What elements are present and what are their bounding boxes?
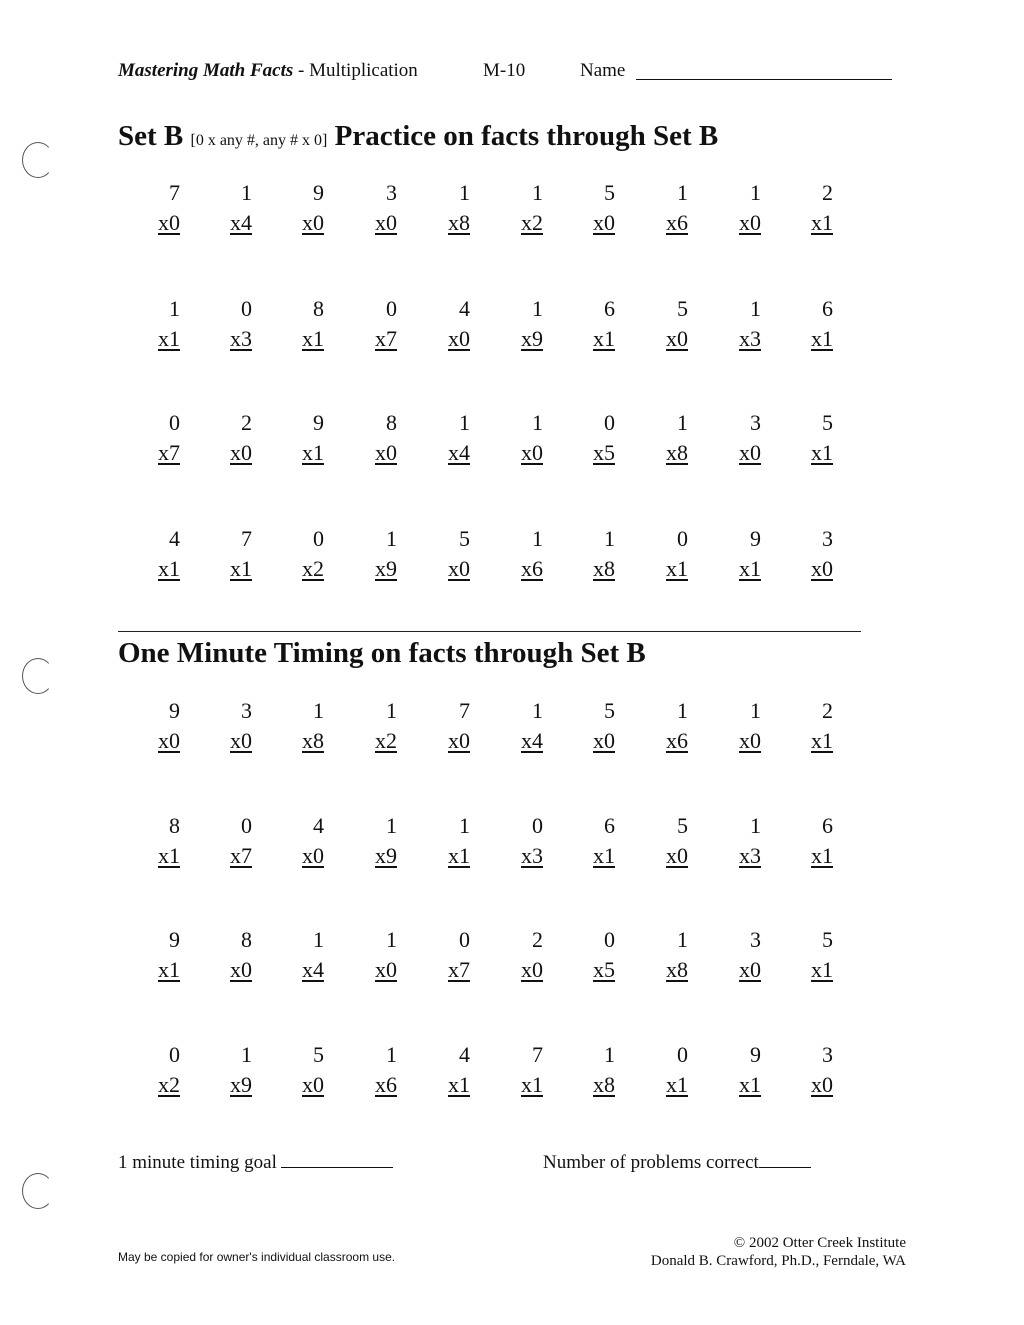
problem-multiplicand: 0 <box>677 1042 688 1067</box>
math-problem <box>565 811 615 871</box>
math-problem <box>274 1040 324 1100</box>
problem-multiplier: x0 <box>739 728 761 753</box>
problem-multiplicand: 3 <box>750 410 761 435</box>
problem-multiplicand: 1 <box>750 296 761 321</box>
problem-multiplier: x1 <box>739 556 761 581</box>
math-problem <box>130 925 180 985</box>
problem-multiplier: x0 <box>666 326 688 351</box>
problem-multiplicand: 6 <box>822 296 833 321</box>
problem-multiplicand: 1 <box>386 698 397 723</box>
set-b-title-main: Set B <box>118 120 184 152</box>
problem-multiplier: x5 <box>593 957 615 982</box>
math-problem <box>130 1040 180 1100</box>
math-problem <box>783 1040 833 1100</box>
problem-multiplicand: 1 <box>604 1042 615 1067</box>
problem-multiplier: x7 <box>448 957 470 982</box>
problem-multiplicand: 5 <box>822 410 833 435</box>
problem-multiplier: x1 <box>302 440 324 465</box>
problem-multiplier: x5 <box>593 440 615 465</box>
problem-multiplicand: 1 <box>532 698 543 723</box>
problems-correct-blank[interactable] <box>759 1167 811 1168</box>
problem-multiplier: x2 <box>375 728 397 753</box>
math-problem <box>202 696 252 756</box>
problem-multiplier: x0 <box>739 210 761 235</box>
problem-multiplicand: 3 <box>386 180 397 205</box>
problem-multiplicand: 2 <box>822 698 833 723</box>
problem-multiplier: x6 <box>666 210 688 235</box>
math-problem <box>130 696 180 756</box>
math-problem <box>493 1040 543 1100</box>
math-problem <box>202 811 252 871</box>
set-b-title-rest: Practice on facts through Set B <box>334 120 719 152</box>
problem-multiplicand: 1 <box>459 180 470 205</box>
problem-multiplier: x0 <box>158 728 180 753</box>
problems-correct <box>543 1152 811 1174</box>
problem-multiplicand: 1 <box>677 698 688 723</box>
problem-multiplier: x9 <box>230 1072 252 1097</box>
problem-multiplier: x8 <box>666 957 688 982</box>
math-problem <box>347 811 397 871</box>
problem-multiplier: x0 <box>593 728 615 753</box>
problem-multiplicand: 1 <box>459 410 470 435</box>
problem-multiplicand: 1 <box>750 813 761 838</box>
math-problem <box>783 925 833 985</box>
name-label: Name <box>580 60 626 81</box>
problem-multiplicand: 9 <box>313 410 324 435</box>
problem-multiplier: x0 <box>302 843 324 868</box>
problem-multiplicand: 4 <box>313 813 324 838</box>
problem-multiplier: x1 <box>230 556 252 581</box>
problem-multiplicand: 1 <box>386 1042 397 1067</box>
problem-multiplier: x0 <box>302 210 324 235</box>
problem-multiplicand: 9 <box>313 180 324 205</box>
problem-multiplier: x0 <box>375 440 397 465</box>
problem-multiplier: x4 <box>230 210 252 235</box>
math-problem <box>347 696 397 756</box>
problem-multiplicand: 0 <box>532 813 543 838</box>
problem-multiplicand: 3 <box>750 927 761 952</box>
math-problem <box>274 811 324 871</box>
problem-multiplicand: 7 <box>532 1042 543 1067</box>
problem-multiplier: x2 <box>302 556 324 581</box>
problem-multiplier: x1 <box>811 957 833 982</box>
problem-multiplier: x9 <box>375 843 397 868</box>
math-problem <box>202 925 252 985</box>
problem-multiplier: x0 <box>448 556 470 581</box>
problem-multiplicand: 0 <box>241 813 252 838</box>
math-problem <box>711 1040 761 1100</box>
math-problem <box>420 1040 470 1100</box>
copyright-line: © 2002 Otter Creek Institute <box>733 1235 906 1251</box>
problem-multiplicand: 0 <box>677 526 688 551</box>
timing-goal <box>118 1152 393 1174</box>
problem-multiplier: x0 <box>230 728 252 753</box>
problem-multiplicand: 1 <box>677 410 688 435</box>
binder-hole-top <box>22 142 54 178</box>
problem-multiplicand: 1 <box>750 698 761 723</box>
problem-multiplicand: 7 <box>459 698 470 723</box>
problem-multiplier: x0 <box>375 210 397 235</box>
problem-multiplier: x0 <box>375 957 397 982</box>
problem-multiplicand: 6 <box>604 296 615 321</box>
math-problem <box>493 696 543 756</box>
math-problem <box>783 696 833 756</box>
math-problem <box>347 1040 397 1100</box>
problem-multiplicand: 2 <box>822 180 833 205</box>
problem-multiplier: x1 <box>158 556 180 581</box>
problem-multiplicand: 1 <box>532 180 543 205</box>
problem-multiplicand: 5 <box>313 1042 324 1067</box>
problem-multiplier: x1 <box>593 326 615 351</box>
problem-multiplier: x1 <box>158 843 180 868</box>
math-problem <box>638 696 688 756</box>
problem-multiplier: x1 <box>448 1072 470 1097</box>
problem-multiplier: x1 <box>448 843 470 868</box>
problem-multiplier: x1 <box>739 1072 761 1097</box>
math-problem <box>638 1040 688 1100</box>
problem-multiplier: x7 <box>375 326 397 351</box>
math-problem <box>638 925 688 985</box>
problem-multiplicand: 1 <box>386 526 397 551</box>
problem-multiplier: x1 <box>666 1072 688 1097</box>
math-problem <box>202 1040 252 1100</box>
problem-multiplier: x8 <box>302 728 324 753</box>
problem-multiplicand: 9 <box>169 698 180 723</box>
problem-multiplicand: 2 <box>532 927 543 952</box>
problem-multiplier: x0 <box>811 556 833 581</box>
problem-multiplier: x0 <box>521 440 543 465</box>
problem-multiplier: x3 <box>739 326 761 351</box>
binder-hole-middle <box>22 658 54 694</box>
problem-multiplier: x6 <box>521 556 543 581</box>
problem-multiplier: x4 <box>302 957 324 982</box>
math-problem <box>638 811 688 871</box>
problem-multiplier: x0 <box>230 957 252 982</box>
problem-multiplier: x0 <box>811 1072 833 1097</box>
math-problem <box>420 696 470 756</box>
credit-block <box>651 1234 906 1270</box>
problem-multiplier: x4 <box>448 440 470 465</box>
binder-hole-bottom <box>22 1173 54 1209</box>
problem-multiplier: x3 <box>739 843 761 868</box>
problem-multiplicand: 1 <box>241 1042 252 1067</box>
problem-multiplicand: 0 <box>604 410 615 435</box>
problem-multiplicand: 9 <box>169 927 180 952</box>
problem-multiplier: x8 <box>448 210 470 235</box>
math-problem <box>274 925 324 985</box>
problem-multiplicand: 1 <box>386 813 397 838</box>
problem-multiplicand: 1 <box>169 296 180 321</box>
problem-multiplicand: 1 <box>750 180 761 205</box>
problem-multiplier: x1 <box>811 326 833 351</box>
problem-multiplier: x3 <box>521 843 543 868</box>
problem-multiplier: x1 <box>158 326 180 351</box>
problem-multiplicand: 1 <box>532 296 543 321</box>
problem-multiplicand: 4 <box>459 1042 470 1067</box>
problem-multiplier: x6 <box>375 1072 397 1097</box>
problem-multiplier: x1 <box>521 1072 543 1097</box>
problem-multiplicand: 6 <box>822 813 833 838</box>
problem-multiplier: x0 <box>158 210 180 235</box>
problem-multiplier: x1 <box>811 728 833 753</box>
problem-multiplicand: 1 <box>604 526 615 551</box>
math-problem <box>711 811 761 871</box>
timing-goal-label: 1 minute timing goal <box>118 1152 277 1173</box>
problem-multiplier: x0 <box>302 1072 324 1097</box>
problem-multiplicand: 5 <box>822 927 833 952</box>
math-problem <box>130 811 180 871</box>
problems-correct-label: Number of problems correct <box>543 1152 759 1173</box>
problem-multiplicand: 1 <box>241 180 252 205</box>
math-problem <box>420 811 470 871</box>
book-title: Mastering Math Facts <box>118 60 294 81</box>
math-problem <box>565 696 615 756</box>
problem-multiplier: x8 <box>666 440 688 465</box>
set-b-title-bracket: [0 x any #, any # x 0] <box>190 132 328 149</box>
problem-multiplier: x0 <box>230 440 252 465</box>
problem-multiplicand: 5 <box>459 526 470 551</box>
problem-multiplier: x1 <box>811 440 833 465</box>
problem-multiplier: x4 <box>521 728 543 753</box>
problem-multiplier: x1 <box>666 556 688 581</box>
problem-multiplicand: 7 <box>169 180 180 205</box>
problem-multiplicand: 0 <box>169 410 180 435</box>
problem-multiplier: x0 <box>739 957 761 982</box>
timing-goal-blank[interactable] <box>281 1167 393 1168</box>
problem-multiplier: x7 <box>158 440 180 465</box>
problem-multiplicand: 3 <box>822 1042 833 1067</box>
problem-multiplicand: 1 <box>459 813 470 838</box>
problem-multiplicand: 5 <box>677 813 688 838</box>
problem-multiplicand: 0 <box>169 1042 180 1067</box>
problem-multiplicand: 9 <box>750 1042 761 1067</box>
problem-multiplier: x0 <box>448 326 470 351</box>
problem-multiplicand: 6 <box>604 813 615 838</box>
problem-multiplier: x0 <box>521 957 543 982</box>
problem-multiplier: x1 <box>158 957 180 982</box>
problem-multiplicand: 0 <box>459 927 470 952</box>
math-problem <box>493 925 543 985</box>
author-line: Donald B. Crawford, Ph.D., Ferndale, WA <box>650 1253 906 1269</box>
problem-multiplicand: 0 <box>604 927 615 952</box>
problem-multiplicand: 1 <box>313 927 324 952</box>
problem-multiplier: x9 <box>521 326 543 351</box>
problem-multiplier: x0 <box>448 728 470 753</box>
problem-multiplier: x3 <box>230 326 252 351</box>
problem-multiplicand: 8 <box>241 927 252 952</box>
math-problem <box>493 811 543 871</box>
math-problem <box>783 811 833 871</box>
problem-multiplicand: 8 <box>313 296 324 321</box>
problem-multiplicand: 4 <box>169 526 180 551</box>
problem-multiplicand: 5 <box>604 698 615 723</box>
problem-multiplier: x8 <box>593 1072 615 1097</box>
problem-multiplier: x0 <box>593 210 615 235</box>
problem-multiplier: x1 <box>302 326 324 351</box>
problem-multiplicand: 1 <box>677 927 688 952</box>
problem-multiplicand: 1 <box>677 180 688 205</box>
math-problem <box>274 696 324 756</box>
problem-multiplicand: 5 <box>604 180 615 205</box>
copy-permission-note: May be copied for owner's individual classroom use. <box>118 1250 396 1264</box>
title-separator: - <box>298 60 310 81</box>
problem-multiplicand: 3 <box>822 526 833 551</box>
problem-multiplicand: 8 <box>386 410 397 435</box>
problem-multiplier: x8 <box>593 556 615 581</box>
math-problem <box>711 925 761 985</box>
problem-multiplier: x2 <box>521 210 543 235</box>
problem-multiplier: x0 <box>739 440 761 465</box>
math-problem <box>347 925 397 985</box>
problem-multiplier: x7 <box>230 843 252 868</box>
timing-title: One Minute Timing on facts through Set B <box>118 637 646 669</box>
problem-multiplier: x9 <box>375 556 397 581</box>
problem-multiplicand: 8 <box>169 813 180 838</box>
problem-multiplicand: 0 <box>313 526 324 551</box>
problem-multiplicand: 1 <box>313 698 324 723</box>
problem-multiplicand: 9 <box>750 526 761 551</box>
math-problem <box>420 925 470 985</box>
problem-multiplier: x1 <box>593 843 615 868</box>
problem-multiplier: x2 <box>158 1072 180 1097</box>
problem-multiplicand: 0 <box>241 296 252 321</box>
subject-label: Multiplication <box>309 60 418 81</box>
problem-multiplicand: 1 <box>532 526 543 551</box>
problem-multiplier: x1 <box>811 843 833 868</box>
worksheet-code: M-10 <box>483 60 526 81</box>
math-problem <box>565 1040 615 1100</box>
problem-multiplicand: 4 <box>459 296 470 321</box>
problem-multiplicand: 5 <box>677 296 688 321</box>
problem-multiplicand: 0 <box>386 296 397 321</box>
problem-multiplier: x6 <box>666 728 688 753</box>
math-problem <box>711 696 761 756</box>
problem-multiplicand: 3 <box>241 698 252 723</box>
problem-multiplier: x0 <box>666 843 688 868</box>
math-problem <box>565 925 615 985</box>
problem-multiplicand: 7 <box>241 526 252 551</box>
problem-multiplicand: 1 <box>386 927 397 952</box>
problem-multiplicand: 1 <box>532 410 543 435</box>
problem-multiplicand: 2 <box>241 410 252 435</box>
problem-multiplier: x1 <box>811 210 833 235</box>
